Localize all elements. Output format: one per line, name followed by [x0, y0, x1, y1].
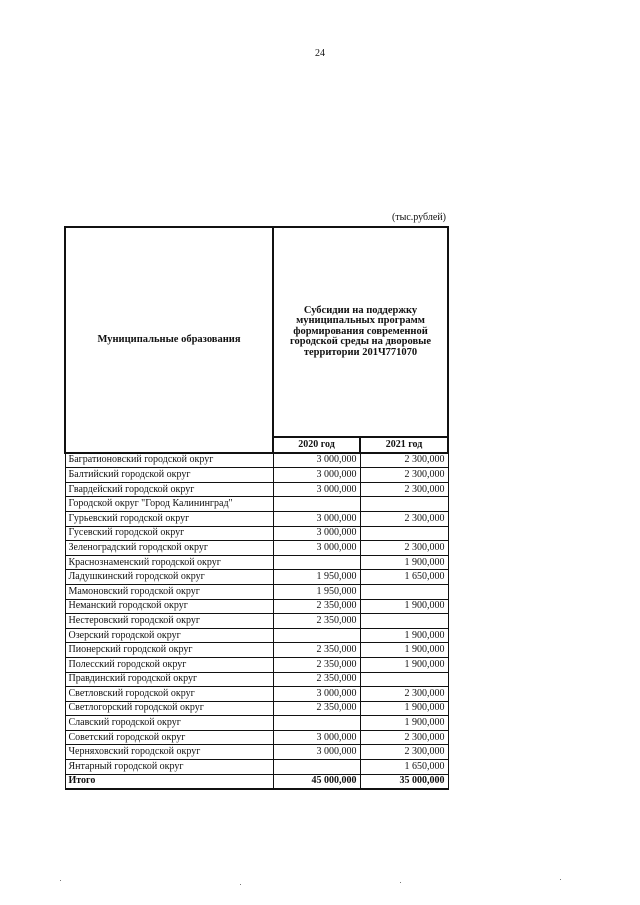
table-row	[65, 643, 448, 658]
value-2021-cell: 2 300,000	[360, 541, 448, 556]
municipality-cell: Краснознаменский городской округ	[65, 555, 273, 570]
municipality-cell: Нестеровский городской округ	[65, 614, 273, 629]
header-subsidy: Субсидии на поддержку муниципальных программ формирования современной городской среды на дворовые территории 201Ч771070	[273, 227, 448, 437]
scan-noise	[240, 884, 241, 885]
value-2021-cell: 1 900,000	[360, 599, 448, 614]
value-2021-cell: 1 900,000	[360, 628, 448, 643]
municipality-cell: Багратионовский городской округ	[65, 453, 273, 468]
scan-noise	[60, 880, 61, 881]
table-row	[65, 482, 448, 497]
table-row	[65, 555, 448, 570]
table-row	[65, 599, 448, 614]
table-row	[65, 453, 448, 468]
table-row	[65, 468, 448, 483]
table-row	[65, 497, 448, 512]
municipality-cell: Светловский городской округ	[65, 687, 273, 702]
value-2020-cell: 3 000,000	[273, 745, 360, 760]
value-2020-cell	[273, 716, 360, 731]
municipality-cell: Советский городской округ	[65, 730, 273, 745]
table-row	[65, 657, 448, 672]
value-2020-cell	[273, 555, 360, 570]
municipality-cell: Светлогорский городской округ	[65, 701, 273, 716]
value-2021-cell: 1 900,000	[360, 657, 448, 672]
table-row	[65, 745, 448, 760]
table-row	[65, 614, 448, 629]
value-2020-cell: 2 350,000	[273, 643, 360, 658]
value-2021-cell: 2 300,000	[360, 468, 448, 483]
header-year-2020: 2020 год	[273, 437, 360, 453]
municipality-cell: Ладушкинский городской округ	[65, 570, 273, 585]
municipality-cell: Городской округ "Город Калининград"	[65, 497, 273, 512]
value-2020-cell	[273, 628, 360, 643]
units-label: (тыс.рублей)	[391, 212, 446, 223]
value-2021-cell	[360, 672, 448, 687]
municipality-cell: Гурьевский городской округ	[65, 511, 273, 526]
value-2020-cell: 3 000,000	[273, 468, 360, 483]
value-2020-cell: 2 350,000	[273, 701, 360, 716]
table-body	[65, 453, 448, 790]
table-row	[65, 584, 448, 599]
table-row	[65, 716, 448, 731]
value-2020-cell: 2 350,000	[273, 657, 360, 672]
value-2021-cell: 2 300,000	[360, 482, 448, 497]
page-number: 24	[315, 48, 325, 59]
value-2021-cell: 1 900,000	[360, 716, 448, 731]
municipality-cell: Славский городской округ	[65, 716, 273, 731]
value-2021-cell: 2 300,000	[360, 453, 448, 468]
value-2021-cell: 2 300,000	[360, 687, 448, 702]
table-row	[65, 672, 448, 687]
value-2021-cell: 1 650,000	[360, 570, 448, 585]
municipality-cell: Черняховский городской округ	[65, 745, 273, 760]
municipality-cell: Правдинский городской округ	[65, 672, 273, 687]
table-row	[65, 687, 448, 702]
value-2020-cell: 1 950,000	[273, 584, 360, 599]
value-2021-cell	[360, 614, 448, 629]
value-2021-cell	[360, 526, 448, 541]
total-2021: 35 000,000	[360, 774, 448, 789]
value-2021-cell	[360, 584, 448, 599]
municipality-cell: Озерский городской округ	[65, 628, 273, 643]
header-municipality: Муниципальные образования	[65, 227, 273, 453]
municipality-cell: Гвардейский городской округ	[65, 482, 273, 497]
value-2020-cell: 2 350,000	[273, 614, 360, 629]
value-2020-cell: 3 000,000	[273, 687, 360, 702]
value-2021-cell: 1 900,000	[360, 701, 448, 716]
value-2021-cell: 1 650,000	[360, 760, 448, 775]
table-row	[65, 511, 448, 526]
table-row	[65, 628, 448, 643]
table-row	[65, 541, 448, 556]
table-row	[65, 526, 448, 541]
municipality-cell: Неманский городской округ	[65, 599, 273, 614]
total-row	[65, 774, 448, 789]
value-2020-cell: 1 950,000	[273, 570, 360, 585]
value-2021-cell: 2 300,000	[360, 745, 448, 760]
municipality-cell: Зеленоградский городской округ	[65, 541, 273, 556]
header-year-2021: 2021 год	[360, 437, 448, 453]
subsidy-table	[64, 226, 449, 790]
value-2020-cell: 3 000,000	[273, 511, 360, 526]
value-2021-cell	[360, 497, 448, 512]
municipality-cell: Пионерский городской округ	[65, 643, 273, 658]
value-2020-cell: 3 000,000	[273, 526, 360, 541]
value-2021-cell: 2 300,000	[360, 511, 448, 526]
municipality-cell: Полесский городской округ	[65, 657, 273, 672]
scan-noise	[400, 882, 401, 883]
value-2021-cell: 1 900,000	[360, 555, 448, 570]
value-2021-cell: 2 300,000	[360, 730, 448, 745]
value-2020-cell	[273, 760, 360, 775]
total-2020: 45 000,000	[273, 774, 360, 789]
municipality-cell: Балтийский городской округ	[65, 468, 273, 483]
table-row	[65, 570, 448, 585]
municipality-cell: Мамоновский городской округ	[65, 584, 273, 599]
table-row	[65, 760, 448, 775]
table-row	[65, 730, 448, 745]
value-2020-cell: 2 350,000	[273, 672, 360, 687]
scan-noise	[560, 879, 561, 880]
value-2020-cell	[273, 497, 360, 512]
total-label: Итого	[65, 774, 273, 789]
municipality-cell: Янтарный городской округ	[65, 760, 273, 775]
value-2021-cell: 1 900,000	[360, 643, 448, 658]
value-2020-cell: 3 000,000	[273, 482, 360, 497]
value-2020-cell: 3 000,000	[273, 541, 360, 556]
table-row	[65, 701, 448, 716]
value-2020-cell: 3 000,000	[273, 453, 360, 468]
municipality-cell: Гусевский городской округ	[65, 526, 273, 541]
value-2020-cell: 2 350,000	[273, 599, 360, 614]
value-2020-cell: 3 000,000	[273, 730, 360, 745]
